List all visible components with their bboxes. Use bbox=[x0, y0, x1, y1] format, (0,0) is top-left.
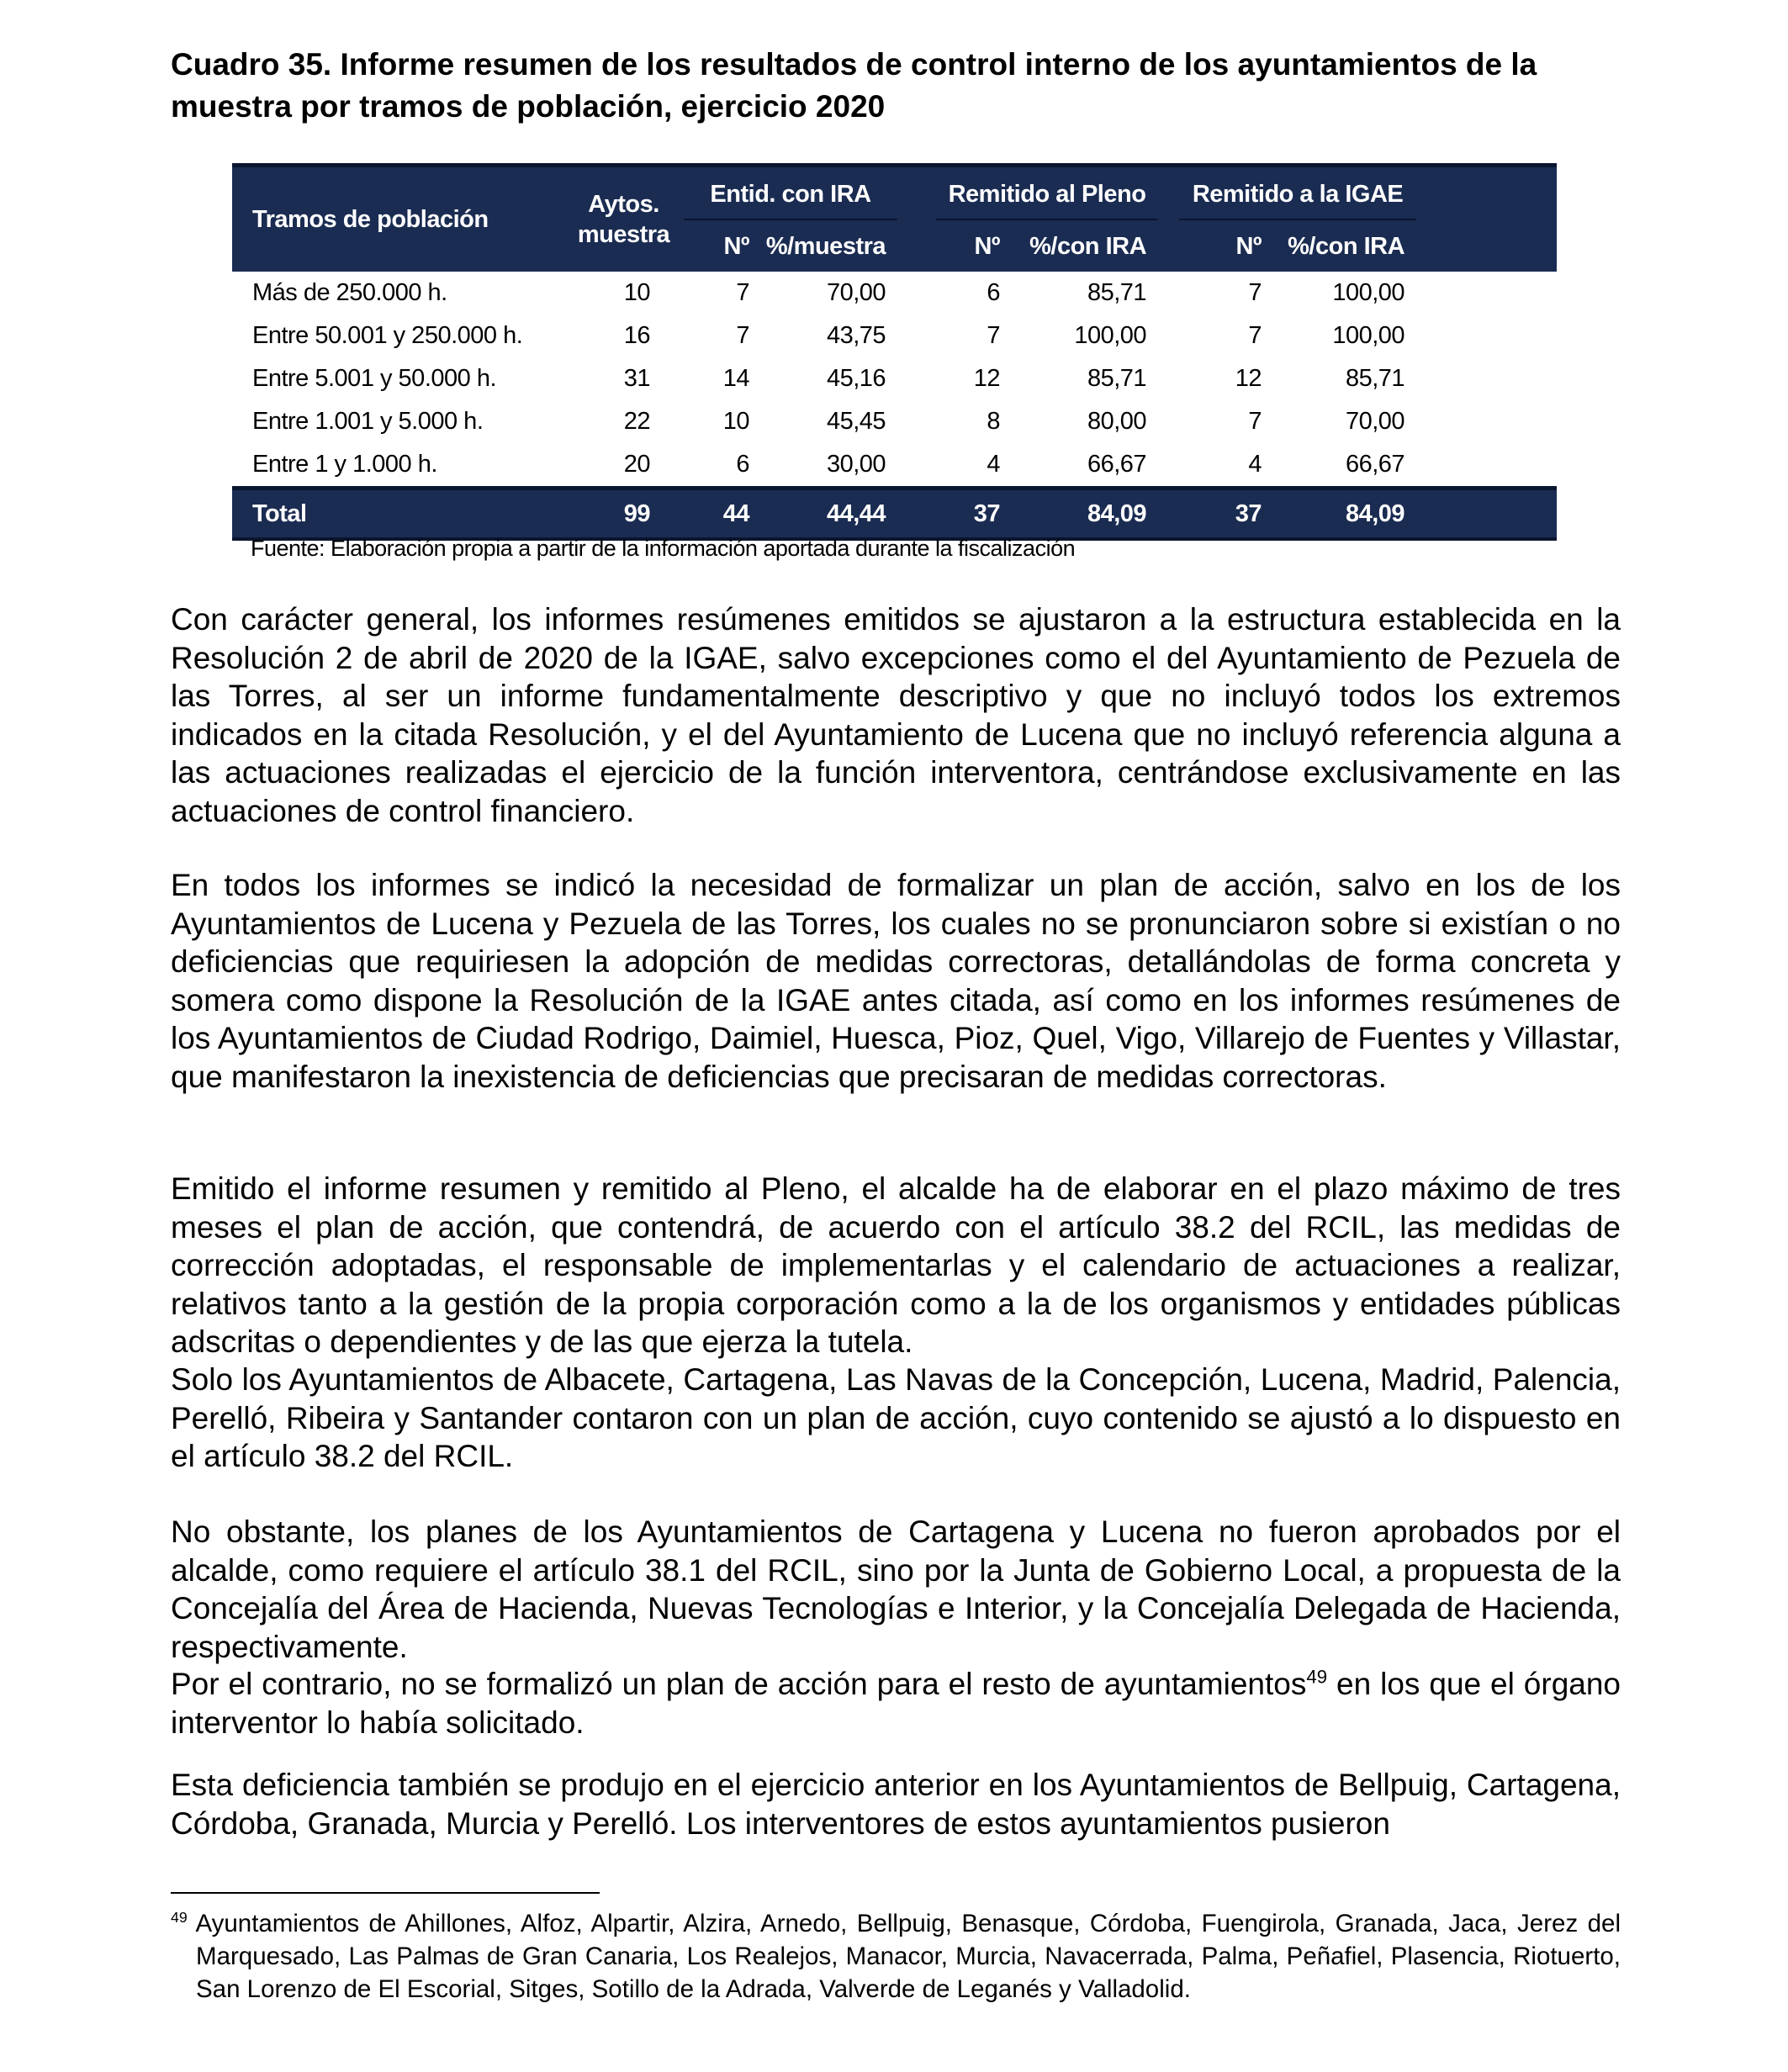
paragraph-7: Esta deficiencia también se produjo en el ejercicio anterior en los Ayuntamientos de Bellpuig, Cartagena, Córdoba, Granada, Murcia y Perelló. Los interventores de estos ayuntamientos pusieron bbox=[171, 1768, 1621, 1841]
header-aytos-line2: muestra bbox=[577, 221, 670, 248]
header-igae: Remitido a la IGAE bbox=[1179, 166, 1416, 222]
header-n2: Nº bbox=[936, 221, 1012, 272]
header-n1: Nº bbox=[684, 221, 761, 272]
paragraph-5: No obstante, los planes de los Ayuntamientos de Cartagena y Lucena no fueron aprobados por el alcalde, como requiere el artículo 38.1 del RCIL, sino por la Junta de Gobierno Local, a propuesta de la Concejalía del Área de Hacienda, Nuevas Tecnologías e Interior, y la Concejalía Delegada de Hacienda, respectivamente. bbox=[171, 1514, 1621, 1664]
paragraph-2: En todos los informes se indicó la necesidad de formalizar un plan de acción, salvo en los de los Ayuntamientos de Lucena y Pezuela de las Torres, los cuales no se pronunciaron sobre si existían o no deficiencias que requiriesen la adopción de medidas correctoras, detallándolas de forma concreta y somera como dispone la Resolución de la IGAE antes citada, así como en los informes resúmenes de los Ayuntamientos de Ciudad Rodrigo, Daimiel, Huesca, Pioz, Quel, Vigo, Villarejo de Fuentes y Villastar, que manifestaron la inexistencia de deficiencias que precisaran de medidas correctoras. bbox=[171, 868, 1621, 1094]
footnote bbox=[171, 1907, 1621, 2006]
header-entid: Entid. con IRA bbox=[684, 166, 897, 222]
header-aytos-line1: Aytos. bbox=[588, 191, 659, 218]
paragraph-6: Por el contrario, no se formalizó un plan de acción para el resto de ayuntamientos$^{49}$ en los que el órgano interventor lo había solicitado. bbox=[171, 1666, 1621, 1740]
header-pleno: Remitido al Pleno bbox=[936, 166, 1158, 222]
table-row: Entre 5.001 y 50.000 h. 31 14 45,16 12 85,71 12 85,71 bbox=[252, 365, 1405, 392]
table-row: Entre 50.001 y 250.000 h. 16 7 43,75 7 100,00 7 100,00 bbox=[252, 322, 1405, 349]
table-source-note: Fuente: Elaboración propia a partir de la información aportada durante la fiscalización bbox=[251, 536, 1076, 561]
header-tramos: Tramos de población bbox=[232, 166, 563, 272]
header-n3: Nº bbox=[1179, 221, 1273, 272]
table-row: Entre 1 y 1.000 h. 20 6 30,00 4 66,67 4 66,67 bbox=[252, 451, 1405, 478]
footnote-text: Ayuntamientos de Ahillones, Alfoz, Alpartir, Alzira, Arnedo, Bellpuig, Benasque, Córdoba, Fuengirola, Granada, Jaca, Jerez del Marquesado, Las Palmas de Gran Canaria, Los Realejos, Manacor, Murcia, Navacerrada, Palma, Peñafiel, Plasencia, Riotuerto, San Lorenzo de El Escorial, Sitges, Sotillo de la Adrada, Valverde de Leganés y Valladolid. bbox=[187, 1910, 1621, 2003]
paragraph-4: Solo los Ayuntamientos de Albacete, Cartagena, Las Navas de la Concepción, Lucena, Madrid, Palencia, Perelló, Ribeira y Santander contaron con un plan de acción, cuyo contenido se ajustó a lo dispuesto en el artículo 38.2 del RCIL. bbox=[171, 1362, 1621, 1473]
header-pct-muestra: %/muestra bbox=[761, 221, 897, 272]
footnote-divider bbox=[171, 1892, 600, 1894]
paragraph-1: Con carácter general, los informes resúmenes emitidos se ajustaron a la estructura establecida en la Resolución 2 de abril de 2020 de la IGAE, salvo excepciones como el del Ayuntamiento de Pezuela de las Torres, al ser un informe fundamentalmente descriptivo y que no incluyó todos los extremos indicados en la citada Resolución, y el del Ayuntamiento de Lucena que no incluyó referencia alguna a las actuaciones realizadas el ejercicio de la función interventora, centrándose exclusivamente en las actuaciones de control financiero. bbox=[171, 602, 1621, 828]
footnote-ref[interactable]: 49 bbox=[1306, 1666, 1328, 1688]
table-total-row: Total 99 44 44,44 37 84,09 37 84,09 bbox=[232, 489, 1557, 540]
results-table bbox=[232, 163, 1557, 541]
paragraph-3: Emitido el informe resumen y remitido al Pleno, el alcalde ha de elaborar en el plazo máximo de tres meses el plan de acción, que contendrá, de acuerdo con el artículo 38.2 del RCIL, las medidas de corrección adoptadas, el responsable de implementarlas y el calendario de actuaciones a realizar, relativos tanto a la gestión de la propia corporación como a la de los organismos y entidades públicas adscritas o dependientes y de las que ejerza la tutela. bbox=[171, 1171, 1621, 1359]
table-row: Entre 1.001 y 5.000 h. 22 10 45,45 8 80,00 7 70,00 bbox=[252, 408, 1405, 435]
header-pct-ira2: %/con IRA bbox=[1273, 221, 1416, 272]
table-row: Más de 250.000 h. 10 7 70,00 6 85,71 7 100,00 bbox=[252, 279, 1405, 306]
footnote-number: 49 bbox=[171, 1909, 188, 1927]
table-title: Cuadro 35. Informe resumen de los resultados de control interno de los ayuntamientos de la muestra por tramos de población, ejercicio 2020 bbox=[171, 47, 1537, 124]
header-pct-ira1: %/con IRA bbox=[1012, 221, 1158, 272]
header-aytos bbox=[563, 166, 684, 272]
